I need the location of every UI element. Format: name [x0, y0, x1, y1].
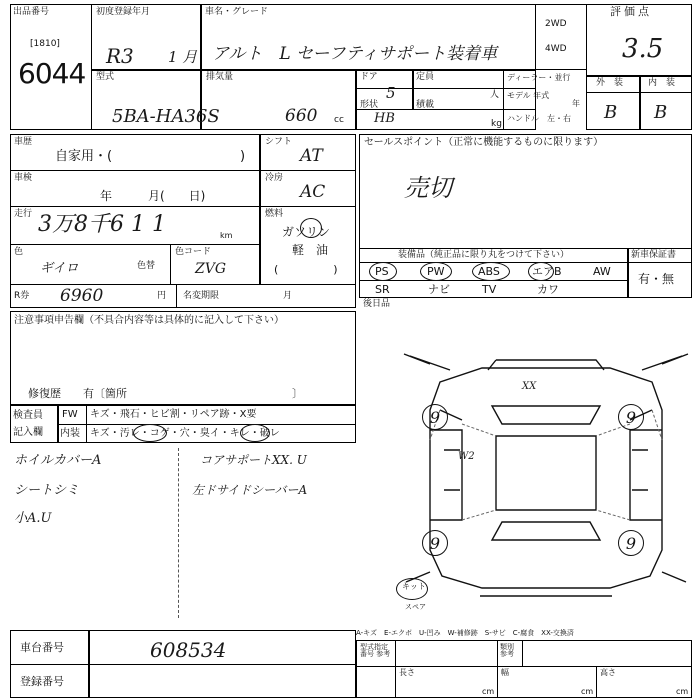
shape-label: 形状 — [360, 100, 379, 110]
eq-abs-circle — [472, 262, 510, 281]
eq-pw: PW — [427, 265, 445, 278]
drive-4wd: 4WD — [545, 44, 567, 54]
car-name: アルト L セーフティサポート装着車 — [212, 44, 498, 64]
fw-label: FW — [62, 409, 78, 420]
warranty-yn: 有・無 — [638, 272, 675, 286]
sales-note: 売切 — [404, 174, 452, 202]
note-side-visor: 左ドサイドシーバーA — [192, 483, 308, 497]
chassis-label: 車台番号 — [20, 641, 64, 654]
note-seat-stain: シートシミ — [14, 483, 80, 498]
year-unit: 年 — [572, 99, 580, 108]
aircon-value: AC — [300, 182, 326, 202]
history-close: ) — [240, 149, 246, 164]
fuel-paren: ( ) — [274, 263, 338, 276]
name-grade-label: 車名・グレード — [205, 7, 269, 17]
model-year-label: モデル 年式 — [507, 91, 550, 100]
drive-2wd: 2WD — [545, 19, 567, 29]
fuel-gas: ガソリン — [282, 225, 331, 239]
height-unit: cm — [676, 687, 689, 696]
eq-ab: エアB — [532, 265, 562, 278]
eq-pw-circle — [420, 262, 452, 281]
kg-unit: kg — [491, 119, 502, 129]
dealer-label: ディーラー・並行 — [507, 73, 571, 82]
recycle-label: R券 — [14, 291, 30, 301]
width-label: 幅 — [501, 668, 509, 677]
rating-label: 評価点 — [610, 5, 652, 18]
name-change-label: 名変期限 — [183, 291, 220, 301]
spare-label: スペア — [405, 603, 426, 611]
sales-label: セールスポイント（正常に機能するものに限ります） — [364, 137, 604, 148]
displacement-value: 660 — [285, 106, 318, 126]
shape-value: HB — [374, 111, 395, 126]
lot-number: 6044 — [18, 57, 86, 90]
car-diagram — [400, 350, 692, 600]
doors-value: 5 — [386, 84, 396, 102]
warranty-label: 新車保証書 — [631, 250, 677, 260]
color-label: 色 — [14, 247, 24, 257]
fw-items: キズ・飛石・ヒビ割・リペア跡・X要 — [90, 409, 257, 420]
chassis-number: 608534 — [150, 638, 227, 662]
shaken-label: 車検 — [14, 173, 33, 183]
interior-odor-circle — [240, 424, 270, 442]
diagram-w2-mark: W2 — [458, 451, 475, 462]
capacity-label: 定員 — [416, 72, 435, 82]
history-value: 自家用・( — [55, 149, 113, 164]
length-unit: cm — [482, 687, 495, 696]
lot-code: [1810] — [30, 39, 60, 49]
month-label: 月 — [283, 291, 293, 301]
reg-month: 1 月 — [168, 48, 198, 66]
tire-front-left: 9 — [422, 404, 448, 430]
notes-heading: 注意事項申告欄（不具合内容等は具体的に記入して下さい） — [14, 315, 284, 326]
model-spec-label: 型式指定番号 参考 — [360, 643, 391, 658]
reg-no-label: 登録番号 — [20, 675, 64, 688]
km-unit: km — [220, 231, 233, 240]
note-core-support: コアサポートXX. U — [200, 453, 307, 467]
person-unit: 人 — [490, 90, 500, 100]
fuel-selected-circle — [300, 218, 322, 238]
class-label: 類別 参考 — [500, 643, 514, 658]
lot-label: 出品番号 — [13, 7, 50, 17]
history-label: 車歴 — [14, 137, 33, 147]
first-reg-label: 初度登録年月 — [96, 7, 151, 17]
interior-label: 内 装 — [648, 78, 676, 88]
eq-ab-circle — [528, 262, 554, 281]
mileage-value: 3万8千6 1 1 — [38, 212, 166, 237]
fuel-diesel: 軽 油 — [292, 243, 329, 257]
interior-grade: B — [654, 102, 668, 123]
interior-items: キズ・汚レ・コゲ・穴・臭イ・キレ・破レ — [90, 428, 280, 439]
back-seat-label: 後日品 — [363, 299, 391, 309]
eq-navi: ナビ — [428, 283, 450, 296]
drive-box — [535, 4, 587, 70]
fuel-label: 燃料 — [265, 209, 284, 219]
eq-leather: カワ — [537, 283, 559, 296]
shaken-ymd: 年 月( 日) — [100, 189, 206, 203]
equipment-label: 装備品（純正品に限り丸をつけて下さい） — [398, 250, 570, 260]
record-label: 記入欄 — [13, 427, 43, 438]
legend-line: A-キズ E-エクボ U-凹み W-補修跡 S-サビ C-腐食 XX-交換済 — [356, 629, 574, 637]
yen-label: 円 — [157, 291, 167, 301]
displacement-label: 排気量 — [206, 72, 234, 82]
color-code-label: 色コード — [175, 247, 212, 257]
length-label: 長さ — [399, 668, 415, 677]
tire-rear-right: 9 — [618, 530, 644, 556]
eq-tv: TV — [482, 283, 497, 296]
shift-label: シフト — [265, 137, 293, 147]
eq-ps-circle — [369, 262, 397, 281]
handle-label: ハンドル 左・右 — [507, 114, 571, 123]
model-type-label: 型式 — [96, 72, 115, 82]
mileage-label: 走行 — [14, 209, 33, 219]
color-value: ギイロ — [40, 261, 79, 276]
reg-year: R3 — [106, 44, 134, 68]
eq-abs: ABS — [478, 265, 500, 278]
spare-kit-label: キット — [402, 582, 426, 591]
interior-short-label: 内装 — [60, 428, 80, 439]
width-unit: cm — [581, 687, 594, 696]
eq-sr: SR — [375, 283, 390, 296]
shift-value: AT — [300, 146, 323, 166]
height-label: 高さ — [600, 668, 616, 677]
model-code: 5BA-HA36S — [112, 106, 220, 127]
repair-close: 〕 — [292, 387, 303, 400]
doors-label: ドア — [360, 72, 378, 82]
note-small: 小A.U — [14, 511, 52, 526]
eq-aw: AW — [593, 265, 611, 278]
note-wheel-cover: ホイルカバーA — [14, 453, 102, 468]
diagram-xx-mark: XX — [522, 381, 537, 392]
inspector-label: 検査員 — [13, 410, 43, 421]
interior-stain-circle — [133, 424, 167, 442]
color-code-value: ZVG — [195, 261, 227, 277]
exterior-grade: B — [604, 102, 618, 123]
tire-front-right: 9 — [618, 404, 644, 430]
eq-ps: PS — [375, 265, 389, 278]
recycle-value: 6960 — [60, 286, 104, 306]
exterior-label: 外 装 — [596, 78, 624, 88]
repair-history: 修復歴 有〔箇所 — [28, 387, 127, 400]
score-value: 3.5 — [622, 34, 664, 64]
notes-divider — [178, 448, 179, 618]
aircon-label: 冷房 — [265, 173, 284, 183]
color-change-label: 色替 — [137, 261, 156, 271]
load-label: 積載 — [416, 100, 435, 110]
cc-unit: cc — [334, 115, 344, 125]
tire-rear-left: 9 — [422, 530, 448, 556]
